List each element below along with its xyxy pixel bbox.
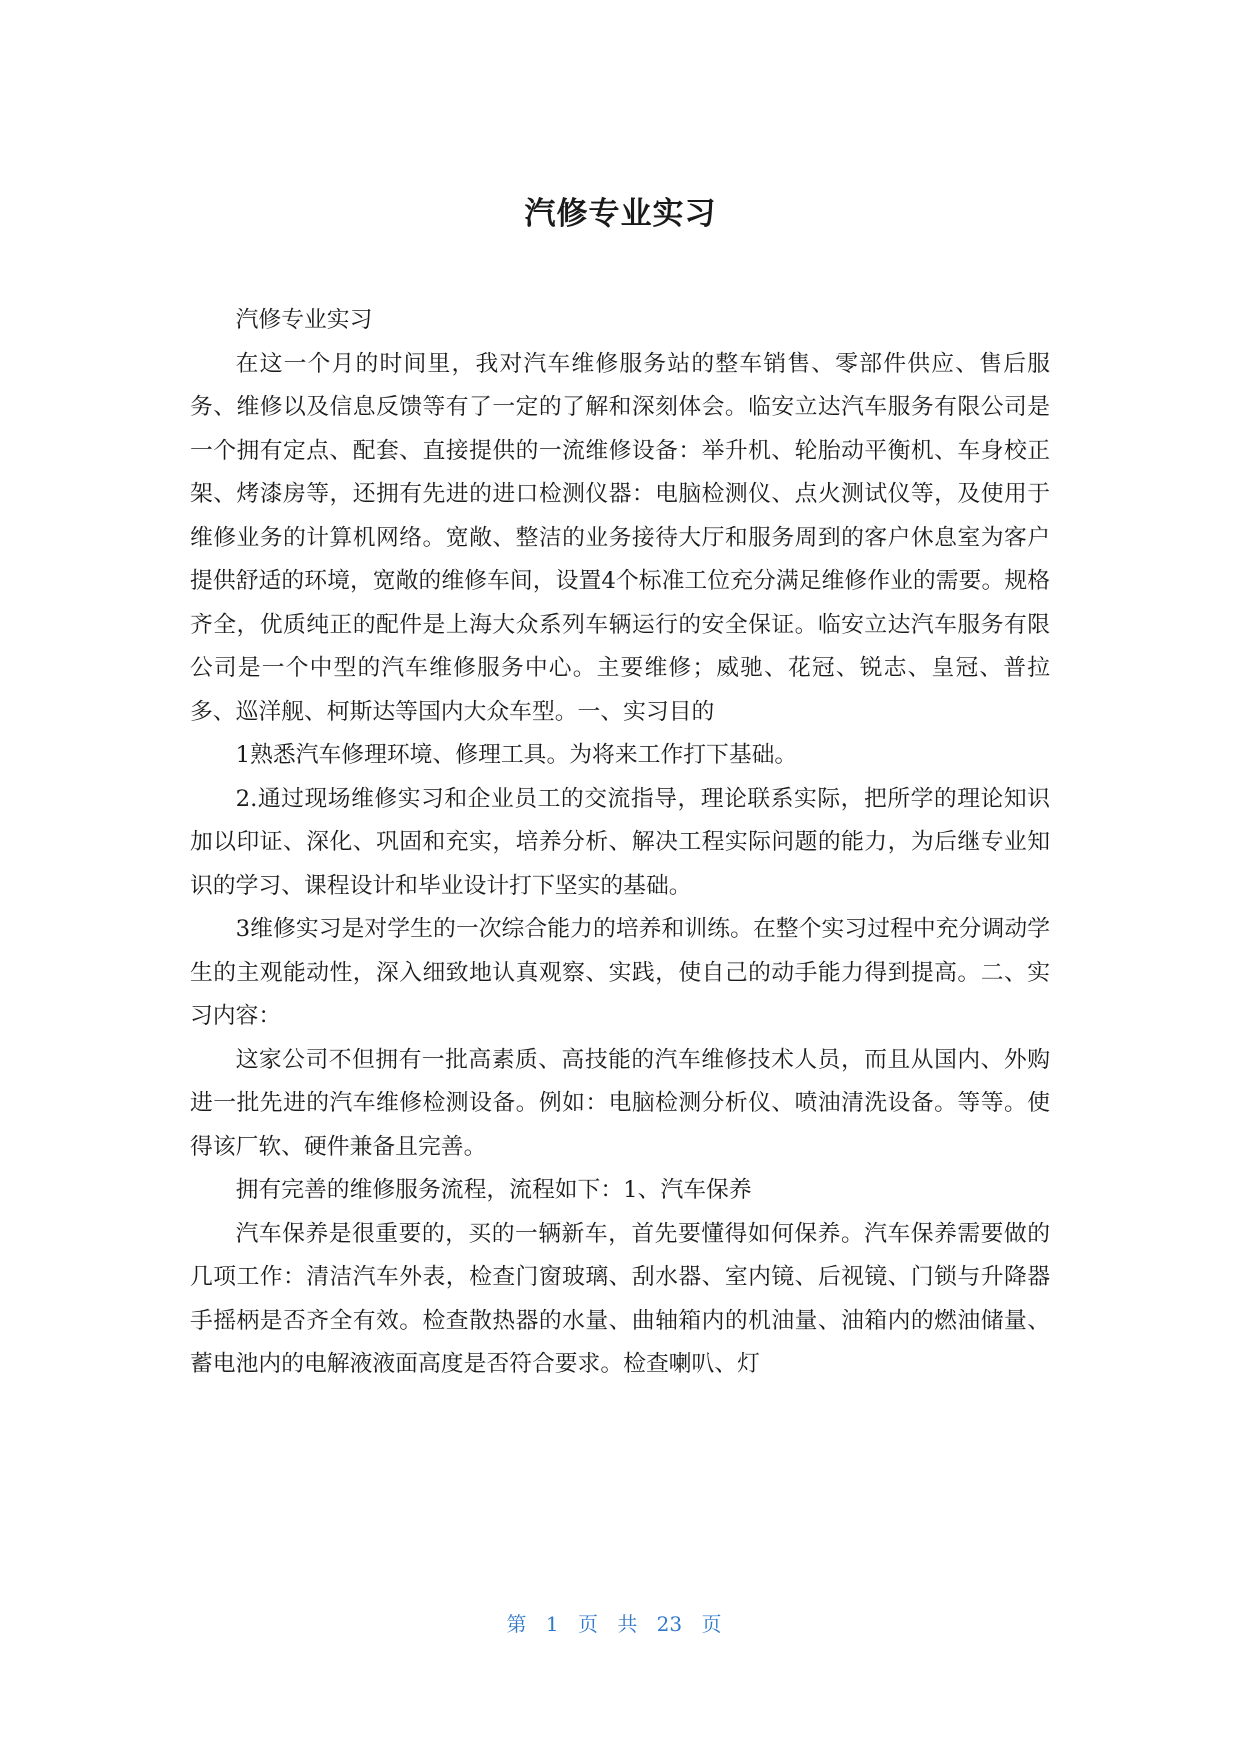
paragraph-goal-1: 1熟悉汽车修理环境、修理工具。为将来工作打下基础。	[235, 742, 798, 768]
footer-label-gong: 共	[617, 1612, 638, 1636]
paragraph-company: 这家公司不但拥有一批高素质、高技能的汽车维修技术人员，而且从国内、外购进一批先进的汽车维修检测设备。例如：电脑检测分析仪、喷油清洗设备。等等。使得该厂软、硬件兼备且完善。	[190, 1046, 1050, 1160]
footer-label-di: 第	[506, 1612, 527, 1636]
footer-label-ye: 页	[577, 1612, 598, 1636]
paragraph-subtitle: 汽修专业实习	[235, 307, 373, 333]
footer-label-ye-end: 页	[701, 1612, 722, 1636]
paragraph-maintenance: 汽车保养是很重要的，买的一辆新车，首先要懂得如何保养。汽车保养需要做的几项工作：清洁汽车外表，检查门窗玻璃、刮水器、室内镜、后视镜、门锁与升降器手摇柄是否齐全有效。检查散热器的水量、曲轴箱内的机油量、油箱内的燃油储量、蓄电池内的电解液液面高度是否符合要求。检查喇叭、灯	[190, 1220, 1050, 1377]
document-body	[190, 299, 1050, 1387]
footer-page-current: 1	[545, 1612, 559, 1636]
document-title: 汽修专业实习	[524, 196, 717, 232]
page-footer	[0, 1608, 1241, 1637]
paragraph-goal-2: 2.通过现场维修实习和企业员工的交流指导，理论联系实际，把所学的理论知识加以印证、深化、巩固和充实，培养分析、解决工程实际问题的能力，为后继专业知识的学习、课程设计和毕业设计打下坚实的基础。	[190, 785, 1050, 899]
paragraph-process: 拥有完善的维修服务流程，流程如下：1、汽车保养	[235, 1177, 752, 1203]
paragraph-intro: 在这一个月的时间里，我对汽车维修服务站的整车销售、零部件供应、售后服务、维修以及信息反馈等有了一定的了解和深刻体会。临安立达汽车服务有限公司是一个拥有定点、配套、直接提供的一流维修设备：举升机、轮胎动平衡机、车身校正架、烤漆房等，还拥有先进的进口检测仪器：电脑检测仪、点火测试仪等，及使用于维修业务的计算机网络。宽敞、整洁的业务接待大厅和服务周到的客户休息室为客户提供舒适的环境，宽敞的维修车间，设置4个标准工位充分满足维修作业的需要。规格齐全，优质纯正的配件是上海大众系列车辆运行的安全保证。临安立达汽车服务有限公司是一个中型的汽车维修服务中心。主要维修；威驰、花冠、锐志、皇冠、普拉多、巡洋舰、柯斯达等国内大众车型。一、实习目的	[190, 350, 1050, 725]
footer-page-total: 23	[656, 1612, 683, 1636]
paragraph-goal-3: 3维修实习是对学生的一次综合能力的培养和训练。在整个实习过程中充分调动学生的主观能动性，深入细致地认真观察、实践，使自己的动手能力得到提高。二、实习内容：	[190, 916, 1050, 1029]
